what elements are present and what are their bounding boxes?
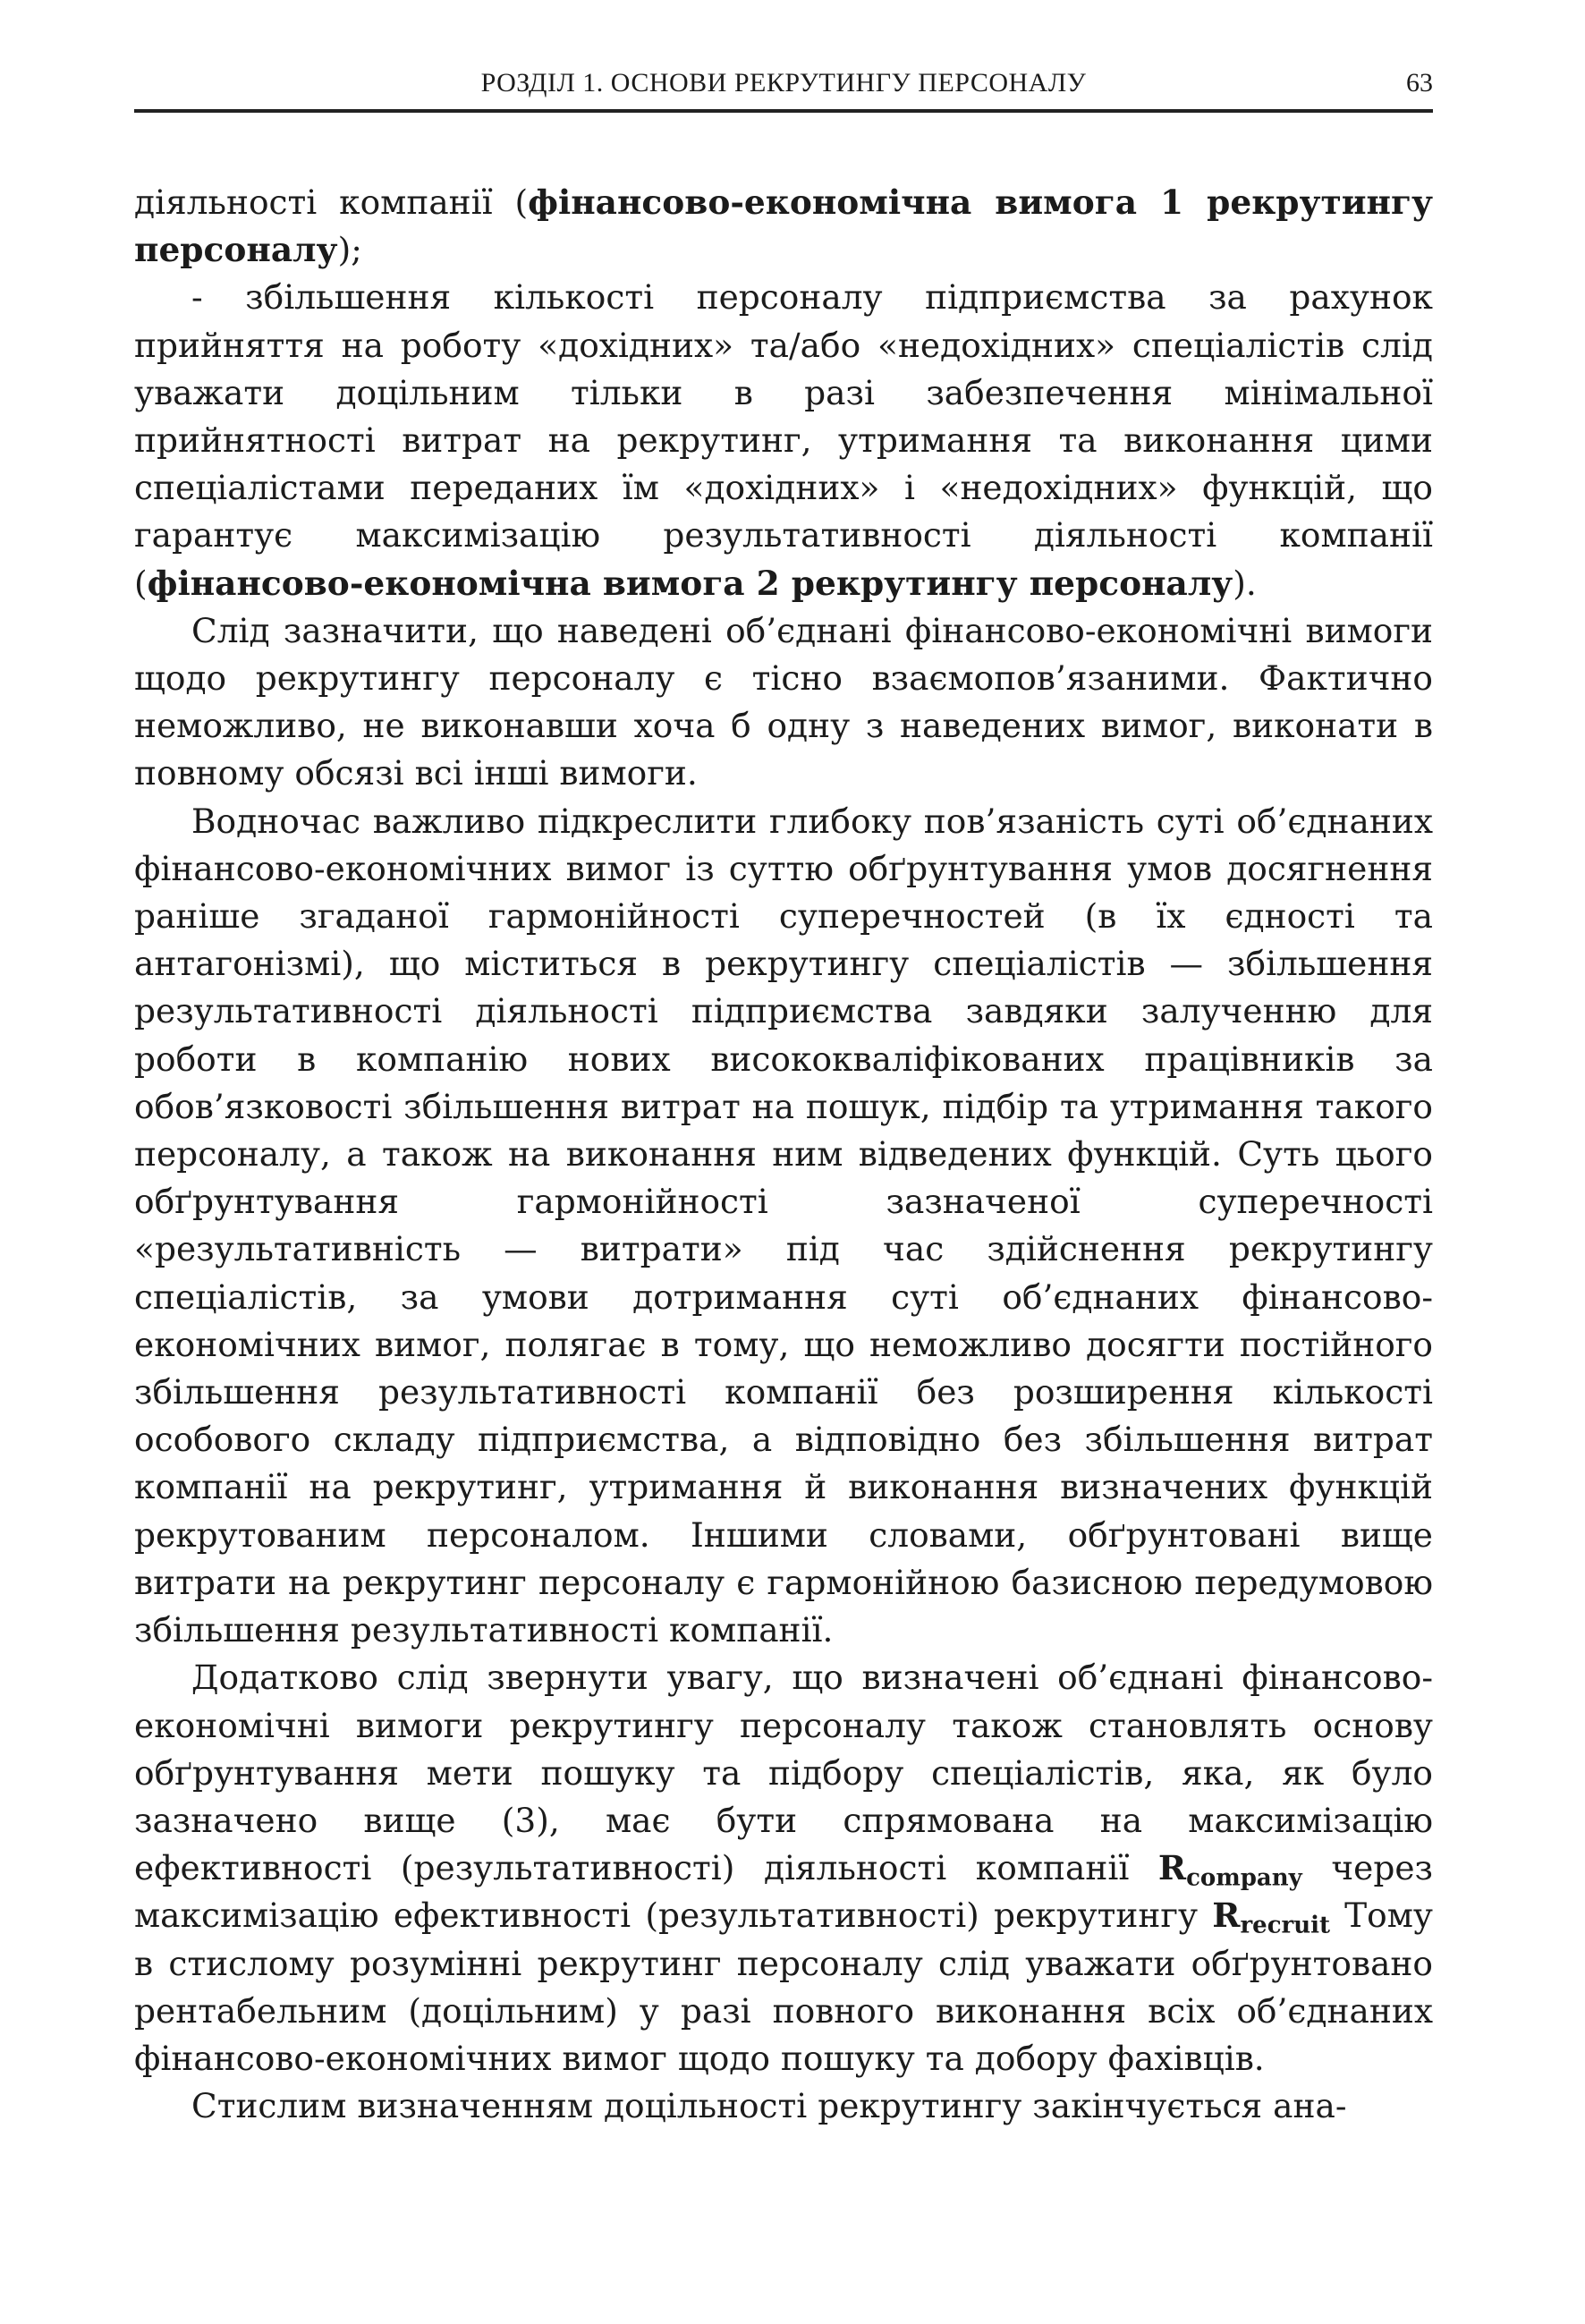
text-run: - збільшення кількості персоналу підприємства за рахунок прийняття на роботу «дохідних» та/або «недохідних» спеціалістів слід уважати доцільним тільки в разі забезпечення мінімальної прийнятності витрат на рекрутинг, утримання та виконання цими спеціалістами переданих їм «дохідних» і «недохідних» функцій, що гарантує максимізацію результативності діяльності компанії (	[134, 277, 1433, 603]
paragraph-interconnection: Слід зазначити, що наведені об’єднані фінансово-економічні вимоги щодо рекрутингу персоналу є тісно взаємопов’язаними. Фактично неможливо, не виконавши хоча б одну з наведених вимог, виконати в повному обсязі всі інші вимоги.	[134, 610, 1433, 793]
page-header	[134, 64, 1433, 113]
subscript-company: company	[1186, 1864, 1302, 1892]
text-run: через максимізацію ефективності (результативності) рекрутингу	[134, 1848, 1433, 1936]
list-item-requirement-2	[134, 274, 1433, 606]
paragraph-goal	[134, 1654, 1433, 2082]
paragraph-final: Стислим визначенням доцільності рекрутингу закінчується ана-	[191, 2086, 1347, 2126]
text-run: Додатково слід звернути увагу, що визначені об’єднані фінансово-економічні вимоги рекрутингу персоналу також становлять основу обґрунтування мети пошуку та підбору спеціалістів, яка, як було зазначено вище (3), має бути спрямована на максимізацію ефективності (результативності) діяльності компанії	[134, 1658, 1433, 1888]
bold-requirement-2: фінансово-економічна вимога 2 рекрутингу персоналу	[147, 563, 1233, 603]
running-title: РОЗДІЛ 1. ОСНОВИ РЕКРУТИНГУ ПЕРСОНАЛУ	[480, 68, 1087, 98]
body-text	[134, 179, 1433, 2130]
text-run: Тому в стислому розумінні рекрутинг персоналу слід уважати обґрунтовано рентабельним (доцільним) у разі повного виконання всіх об’єднаних фінансово-економічних вимог щодо пошуку та добору фахівців.	[134, 1896, 1433, 2078]
text-run: ).	[1233, 563, 1257, 603]
subscript-recruit: recruit	[1240, 1912, 1331, 1939]
page-number: 63	[1406, 68, 1433, 98]
paragraph-continuation	[134, 179, 1433, 274]
paragraph-harmony: Водночас важливо підкреслити глибоку пов’язаність суті об’єднаних фінансово-економічних вимог із суттю обґрунтування умов досягнення раніше згаданої гармонійності суперечностей (в їх єдності та антагонізмі), що міститься в рекрутингу спеціалістів — збільшення результативності діяльності підприємства завдяки залученню для роботи в компанію нових висококваліфікованих працівників за обов’язковості збільшення витрат на пошук, підбір та утримання такого персоналу, а також на виконання ним відведених функцій. Суть цього обґрунтування гармонійності зазначеної суперечності «результативність — витрати» під час здійснення рекрутингу спеціалістів, за умови дотримання суті об’єднаних фінансово-економічних вимог, полягає в тому, що неможливо досягти постійного збільшення результативності компанії без розширення кількості особового складу підприємства, а відповідно без збільшення витрат компанії на рекрутинг, утримання й виконання визначених функцій рекрутованим персоналом. Іншими словами, обґрунтовані вище витрати на рекрутинг персоналу є гармонійною базисною передумовою збільшення результативності компанії.	[134, 801, 1433, 1650]
symbol-r-company: $R_{company}$	[1157, 1848, 1302, 1892]
symbol-r-recruit: $R_{recruit}$	[1212, 1896, 1331, 1939]
bold-requirement-1: фінансово-економічна вимога 1 рекрутингу персоналу	[134, 182, 1433, 270]
text-run: діяльності компанії (	[134, 182, 529, 222]
text-run: );	[337, 230, 362, 270]
